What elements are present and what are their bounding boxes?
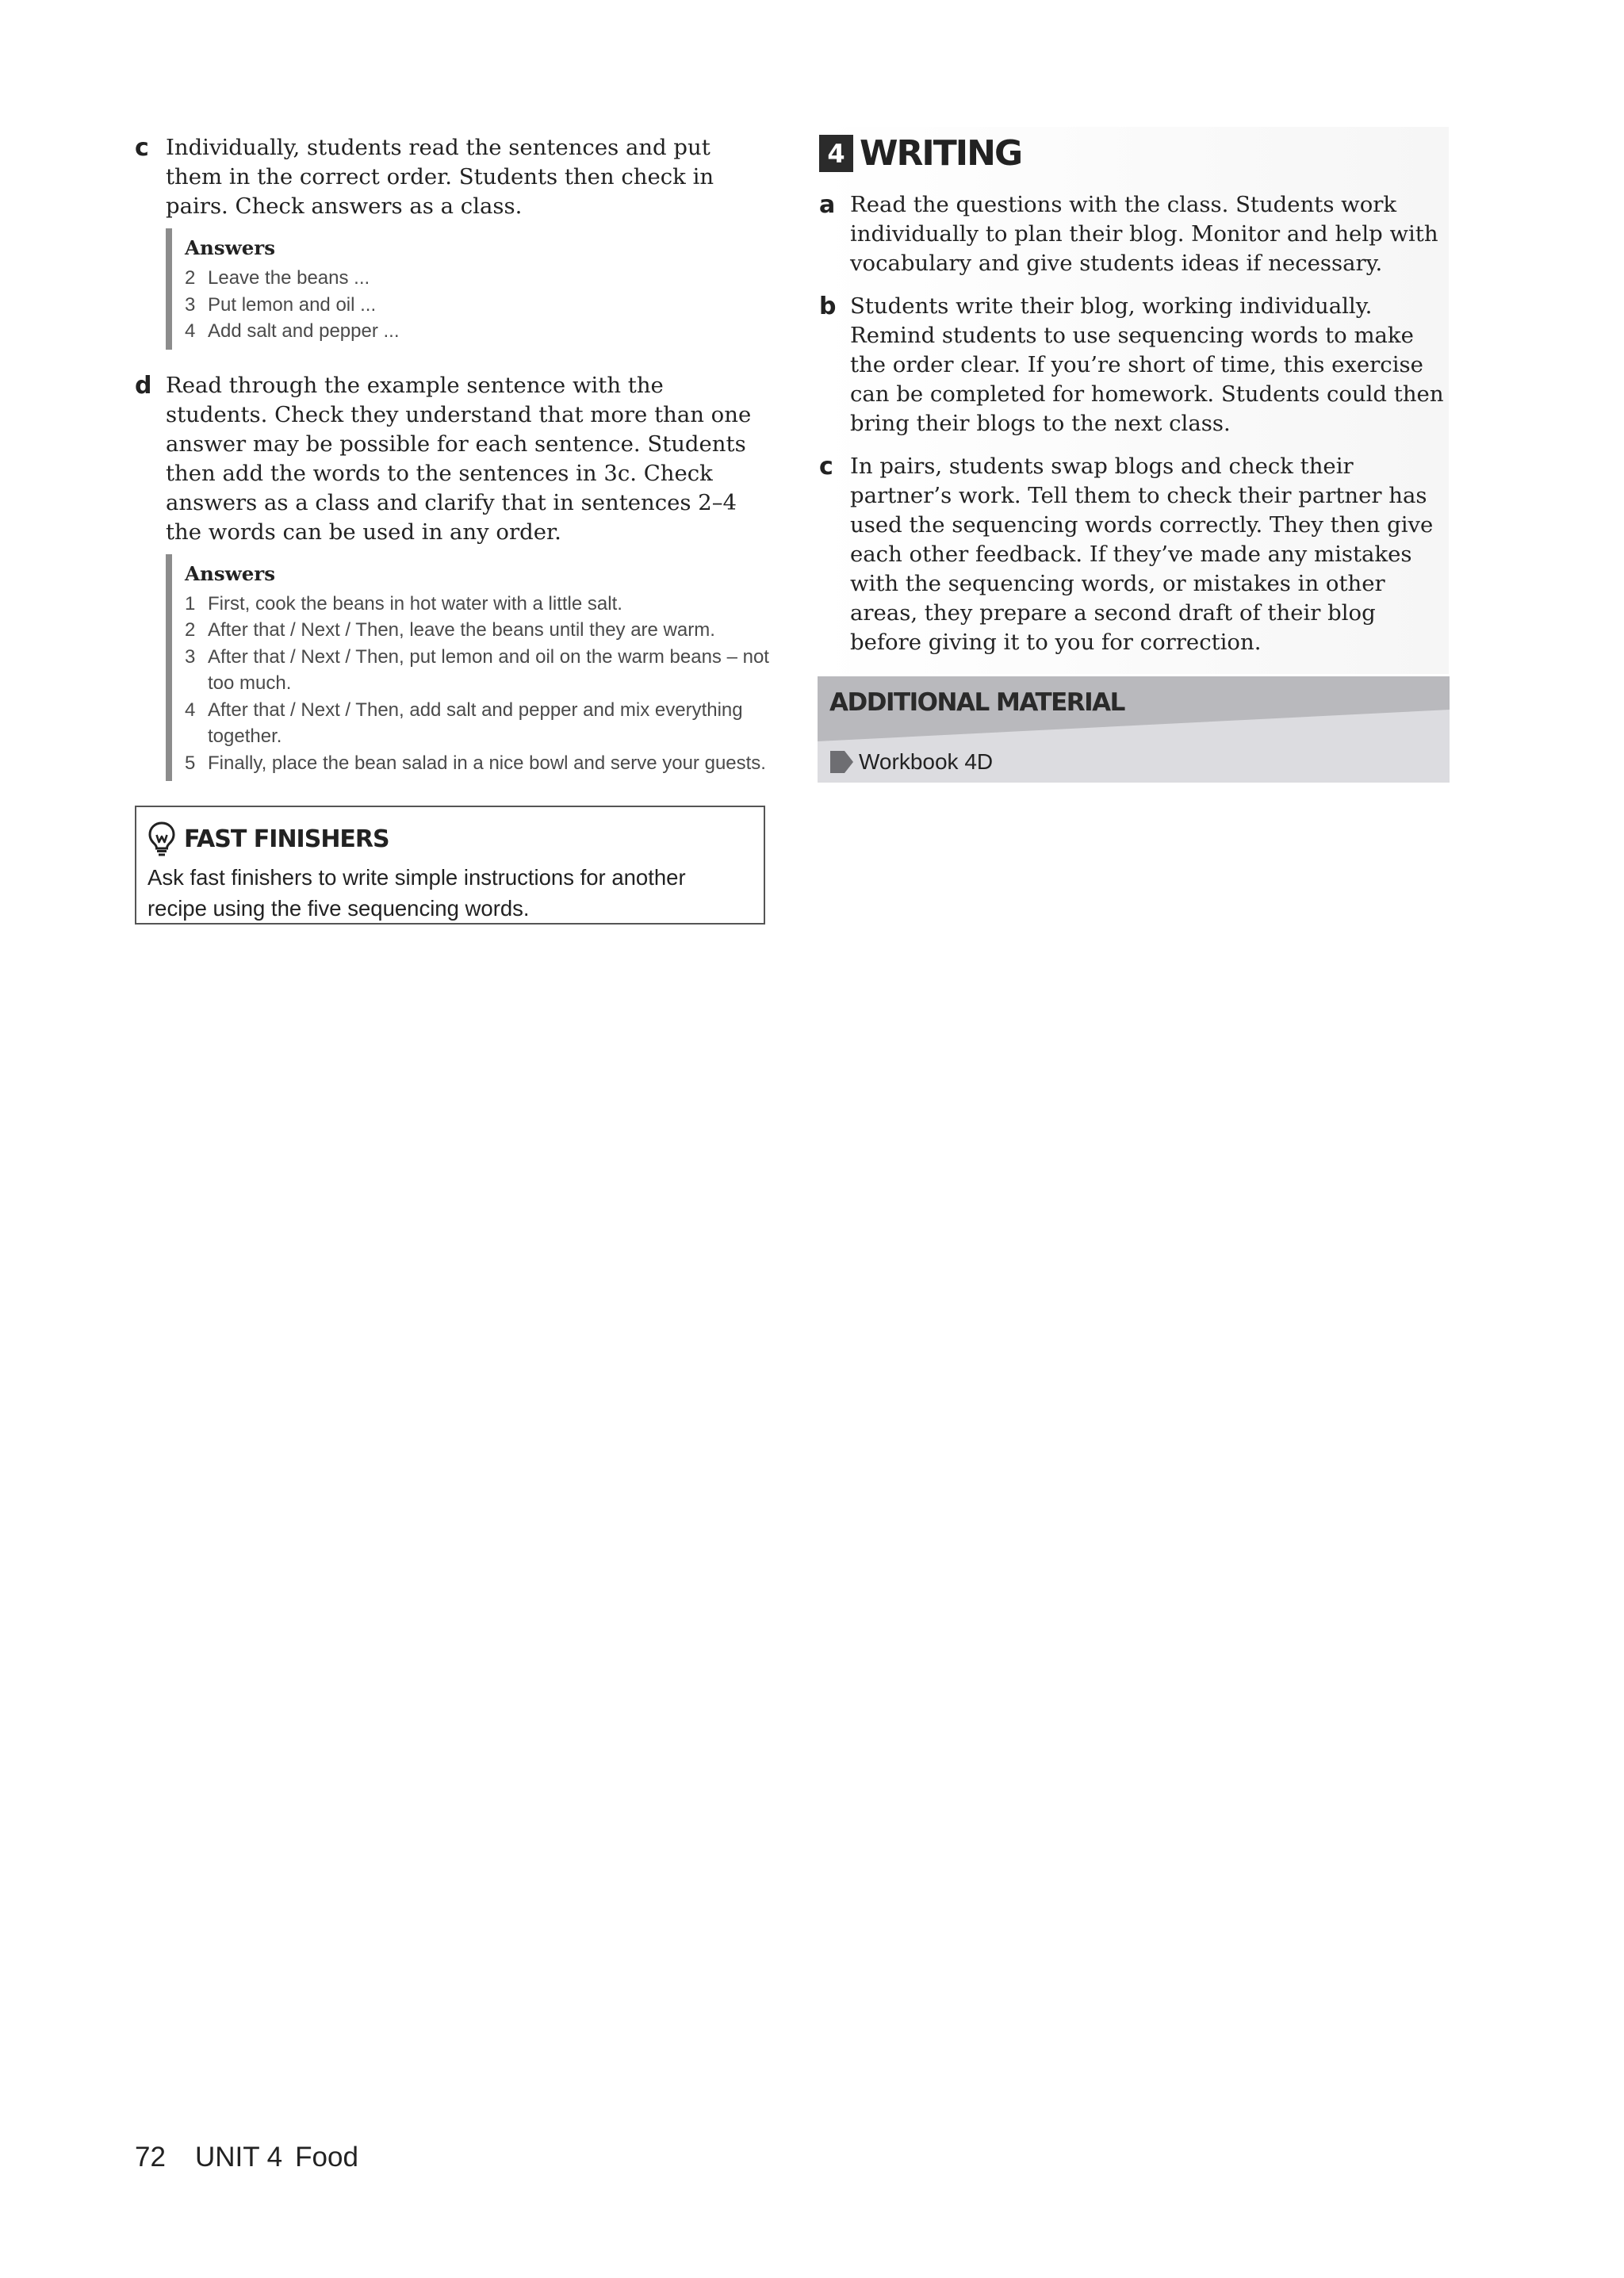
answers-title: Answers <box>185 236 275 259</box>
writing-item-c <box>819 452 1450 657</box>
answer-row <box>185 644 769 697</box>
writing-item-text: In pairs, students swap blogs and check their partner’s work. Tell them to check their partner has used the sequencing words correctly. They then give each other feedback. If they’ve made any mistakes with the sequencing words, or mistakes in other areas, they prepare a second draft of their blog before giving it to you for correction. <box>850 454 1434 655</box>
exercise-d-text: Read through the example sentence with the students. Check they understand that more than one answer may be possible for each sentence. Students then add the words to the sentences in 3c. Check answers as a class and clarify that in sentences 2–4 the words can be used in any order. <box>166 372 752 545</box>
section-header <box>819 133 1021 174</box>
exercise-d <box>135 371 769 782</box>
answer-text: Put lemon and oil ... <box>208 293 377 316</box>
page-footer <box>135 2142 358 2173</box>
answer-row <box>185 292 769 319</box>
arrow-tag-icon <box>829 750 854 774</box>
answer-number: 1 <box>185 592 196 614</box>
page-number: 72 <box>135 2142 166 2173</box>
answer-number: 4 <box>185 699 196 721</box>
answer-text: After that / Next / Then, add salt and pepper and mix everything together. <box>208 699 743 747</box>
answer-row <box>185 265 769 292</box>
answer-text: Finally, place the bean salad in a nice bowl and serve your guests. <box>208 752 766 774</box>
writing-item-text: Students write their blog, working individually. Remind students to use sequencing words to make the order clear. If you’re short of time, this exercise can be completed for homework. Students could then bring their blogs to the next class. <box>850 293 1444 436</box>
answer-text: Add salt and pepper ... <box>208 320 400 342</box>
workbook-label: Workbook 4D <box>859 749 994 774</box>
additional-material-title: ADDITIONAL MATERIAL <box>829 688 1124 717</box>
answer-number: 2 <box>185 619 196 641</box>
answer-number: 3 <box>185 293 196 316</box>
additional-material-box <box>818 676 1450 783</box>
lightbulb-icon <box>147 821 176 857</box>
answer-row <box>185 750 769 777</box>
section-title: WRITING <box>860 133 1022 174</box>
writing-items <box>819 190 1450 671</box>
answer-row <box>185 697 769 750</box>
exercise-letter: c <box>135 134 149 162</box>
fast-finishers-title: FAST FINISHERS <box>184 825 389 853</box>
writing-item-b <box>819 292 1450 438</box>
answer-number: 3 <box>185 645 196 668</box>
writing-item-a <box>819 190 1450 278</box>
exercise-letter: d <box>135 371 152 400</box>
answers-title: Answers <box>185 561 275 585</box>
writing-item-text: Read the questions with the class. Students work individually to plan their blog. Monitor and help with vocabulary and give students ideas if necessary. <box>850 192 1438 276</box>
exercise-c <box>135 133 769 350</box>
answer-text: First, cook the beans in hot water with a little salt. <box>208 592 622 614</box>
fast-finishers-box <box>135 806 765 925</box>
fast-finishers-header <box>147 821 389 857</box>
answer-number: 5 <box>185 752 196 774</box>
exercise-letter: b <box>819 293 837 320</box>
fast-finishers-text: Ask fast finishers to write simple instructions for another recipe using the five sequencing words. <box>147 865 686 921</box>
answers-box <box>166 228 769 350</box>
answer-text: After that / Next / Then, leave the beans until they are warm. <box>208 619 715 641</box>
left-column <box>135 133 769 781</box>
unit-topic: Food <box>295 2142 358 2173</box>
answer-row <box>185 318 769 345</box>
section-number-badge: 4 <box>819 135 853 172</box>
exercise-letter: c <box>819 453 833 480</box>
answers-box <box>166 554 769 782</box>
answer-text: After that / Next / Then, put lemon and oil on the warm beans – not too much. <box>208 645 769 694</box>
exercise-c-text: Individually, students read the sentences and put them in the correct order. Students then check in pairs. Check answers as a class. <box>166 135 714 219</box>
answer-number: 2 <box>185 267 196 289</box>
answer-row <box>185 591 769 618</box>
answer-row <box>185 617 769 644</box>
answer-text: Leave the beans ... <box>208 267 370 289</box>
unit-label: UNIT 4 <box>194 2142 283 2173</box>
answer-number: 4 <box>185 320 196 342</box>
exercise-letter: a <box>819 191 836 219</box>
workbook-link[interactable] <box>829 749 993 775</box>
